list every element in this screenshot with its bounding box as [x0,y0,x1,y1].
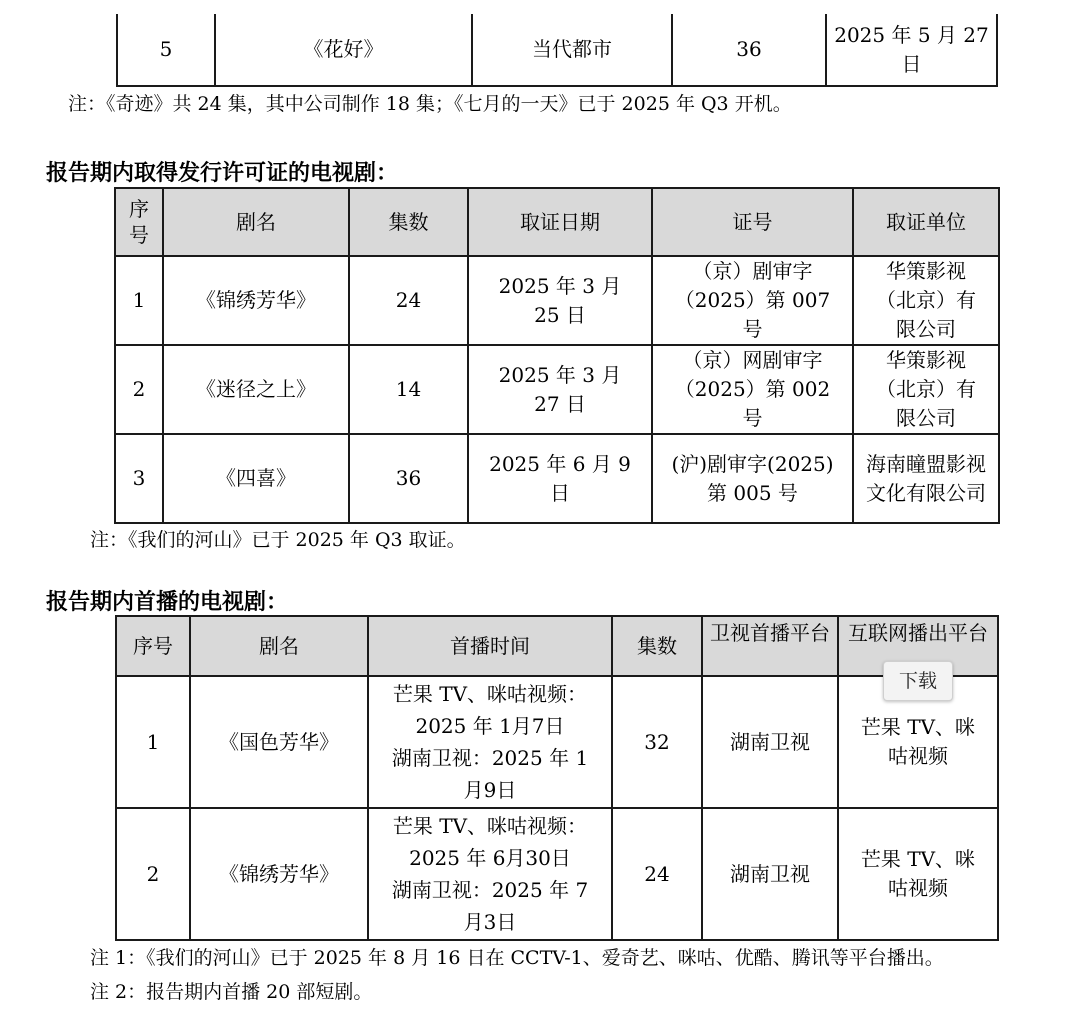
table-cell: 《迷径之上》 [163,345,349,434]
section-heading-premiere: 报告期内首播的电视剧： [46,590,289,615]
table-row [116,808,998,940]
table-cell: （京）网剧审字（2025）第 002 号 [652,345,853,434]
note-license: 注：《我们的河山》已于 2025 年 Q3 取证。 [90,529,466,551]
table-cell: 14 [349,345,468,434]
table-cell: 湖南卫视 [702,808,838,940]
table-cell: 24 [612,808,702,940]
table-cell: 2025 年 3 月 25 日 [468,256,652,345]
table-cell: 湖南卫视 [702,676,838,808]
table-cell: 24 [349,256,468,345]
column-header: 首播时间 [368,616,612,676]
table-cell: 2 [116,808,190,940]
table-cell: 华策影视（北京）有限公司 [853,256,999,345]
column-header: 集数 [612,616,702,676]
column-header: 卫视首播平台 [702,616,838,676]
note-top: 注：《奇迹》共 24 集，其中公司制作 18 集；《七月的一天》已于 2025 年 Q3 开机。 [68,93,792,115]
download-tooltip[interactable]: 下载 [883,661,953,701]
table-row [115,256,999,345]
table-cell: （京）剧审字（2025）第 007 号 [652,256,853,345]
table-cell: 2025 年 3 月 27 日 [468,345,652,434]
column-header: 证号 [652,188,853,256]
table-row [116,676,998,808]
table-cell: 芒果 TV、咪咕视频： 2025 年 1月7日 湖南卫视：2025 年 1 月9日 [368,676,612,808]
table-cell: (沪)剧审字(2025)第 005 号 [652,434,853,523]
table-row [115,434,999,523]
table-header-row [116,616,998,676]
table-cell: 当代都市 [472,14,672,86]
table-cell: 华策影视（北京）有限公司 [853,345,999,434]
column-header: 剧名 [163,188,349,256]
table-row [117,14,997,86]
column-header: 集数 [349,188,468,256]
note-premiere-1: 注 1：《我们的河山》已于 2025 年 8 月 16 日在 CCTV-1、爱奇艺、咪咕、优酷、腾讯等平台播出。 [90,947,944,969]
column-header: 序号 [115,188,163,256]
previous-table [116,14,998,87]
table-cell: 《花好》 [215,14,472,86]
column-header: 互联网播出平台 [838,616,998,676]
table-cell: 5 [117,14,215,86]
table-cell: 《锦绣芳华》 [190,808,368,940]
table-cell: 《国色芳华》 [190,676,368,808]
table-cell: 32 [612,676,702,808]
table-cell: 3 [115,434,163,523]
table-cell: 1 [115,256,163,345]
table-cell: 2025 年 5 月 27 日 [826,14,997,86]
table-cell: 1 [116,676,190,808]
table-cell: 36 [349,434,468,523]
table-cell: 《四喜》 [163,434,349,523]
table-cell: 36 [672,14,826,86]
note-premiere-2: 注 2：报告期内首播 20 部短剧。 [90,981,373,1003]
premiere-table [115,615,999,941]
column-header: 序号 [116,616,190,676]
table-header-row [115,188,999,256]
license-table [114,187,1000,524]
section-heading-license: 报告期内取得发行许可证的电视剧： [46,161,399,186]
table-row [115,345,999,434]
table-cell: 《锦绣芳华》 [163,256,349,345]
table-cell: 芒果 TV、咪咕视频 [838,808,998,940]
table-cell: 芒果 TV、咪咕视频 [838,676,998,808]
table-cell: 海南瞳盟影视文化有限公司 [853,434,999,523]
column-header: 取证单位 [853,188,999,256]
column-header: 剧名 [190,616,368,676]
table-cell: 2025 年 6 月 9 日 [468,434,652,523]
table-cell: 2 [115,345,163,434]
column-header: 取证日期 [468,188,652,256]
table-cell: 芒果 TV、咪咕视频： 2025 年 6月30日 湖南卫视：2025 年 7 月3日 [368,808,612,940]
